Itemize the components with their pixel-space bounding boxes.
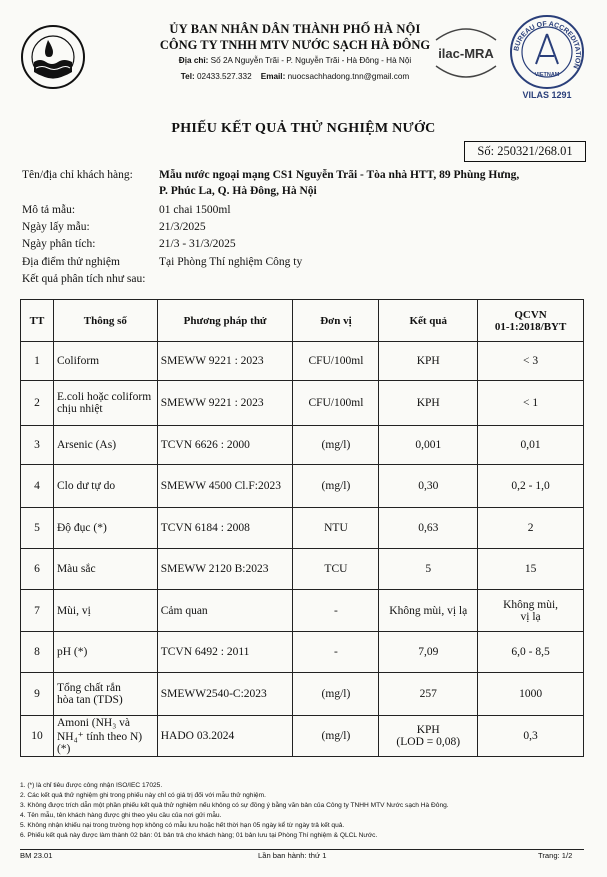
cell-result [379,632,478,673]
svg-text:VIETNAM: VIETNAM [534,72,560,78]
cell-method [157,342,293,381]
cell-tt [21,381,54,426]
cell-tt-text: 3 [34,439,40,451]
cell-tt-text: 6 [34,563,40,575]
desc-value: 01 chai 1500ml [159,204,231,216]
cell-result [379,549,478,590]
cell-qcvn [478,465,584,508]
cell-unit-text: (mg/l) [321,730,351,742]
svg-text:ilac-MRA: ilac-MRA [438,46,494,61]
cell-param-text: Mùi, vị [56,604,91,617]
table-row [21,381,584,426]
cell-method [157,549,293,590]
cell-qcvn-text: 0,2 - 1,0 [511,480,550,492]
cell-tt [21,632,54,673]
cell-tt [21,673,54,716]
cell-param [53,342,157,381]
cell-param-text: chịu nhiệt [56,403,103,415]
cell-param-text: Clo dư tự do [56,480,116,492]
cell-method-text: SMEWW 4500 Cl.F:2023 [160,480,281,492]
cell-param-text: Arsenic (As) [56,439,117,451]
cell-tt-text: 8 [34,646,40,658]
customer-label: Tên/địa chỉ khách hàng: [22,169,133,181]
cell-tt [21,590,54,632]
cell-tt-text: 4 [34,480,40,492]
company-logo-icon [20,24,86,90]
results-label: Kết quả phân tích như sau: [22,273,146,285]
svg-text:BUREAU OF ACCREDITATION: BUREAU OF ACCREDITATION [513,20,582,70]
cell-result [379,342,478,381]
cell-method [157,465,293,508]
cell-unit-text: (mg/l) [321,439,351,451]
cell-unit-text: - [334,646,338,658]
cell-unit [293,508,379,549]
analysis-date-label: Ngày phân tích: [22,238,96,250]
footer-divider [20,849,584,850]
cell-param-text: Màu sắc [56,563,96,575]
cell-method-text: TCVN 6626 : 2000 [160,439,250,451]
qcvn-header-line2: 01-1:2018/BYT [494,320,567,333]
cell-tt-text: 2 [34,397,40,409]
col-header-result: Kết quả [379,300,478,342]
col-header-param: Thông số [53,300,157,342]
cell-unit [293,426,379,465]
cell-method [157,381,293,426]
location-label: Địa điểm thử nghiệm [22,256,120,268]
table-row [21,632,584,673]
company-contact [150,72,440,81]
cell-param-text: NH₄⁺ tính theo N) (*) [56,731,143,755]
cell-method [157,590,293,632]
cell-param [53,508,157,549]
cell-qcvn-text: vị lạ [520,610,541,623]
desc-label: Mô tả mẫu: [22,204,76,216]
cell-tt-text: 9 [34,688,40,700]
cell-tt-text: 1 [34,355,40,367]
cell-method-text: SMEWW2540-C:2023 [160,688,267,700]
cell-param [53,673,157,716]
table-row [21,508,584,549]
vilas-code: VILAS 1291 [522,90,572,100]
cell-qcvn [478,673,584,716]
cell-unit-text: TCU [324,563,348,575]
cell-unit [293,342,379,381]
cell-qcvn-text: Không mùi, [503,598,559,611]
authority-name: ỦY BAN NHÂN DÂN THÀNH PHỐ HÀ NỘI [169,22,421,36]
cell-tt [21,508,54,549]
cell-method [157,716,293,757]
cell-unit [293,381,379,426]
sample-date-value: 21/3/2025 [159,221,206,233]
col-header-qcvn [478,300,584,342]
cell-param-text: Coliform [56,355,100,367]
cell-tt-text: 5 [34,522,40,534]
cell-tt-text: 10 [31,730,43,742]
cell-qcvn-text: < 1 [523,397,539,409]
letterhead [150,22,440,81]
cell-method-text: TCVN 6184 : 2008 [160,522,250,534]
cell-tt [21,549,54,590]
results-table [20,299,584,757]
cell-method-text: HADO 03.2024 [160,730,235,742]
ilac-mra-logo-icon [430,22,502,84]
cell-param [53,426,157,465]
cell-param [53,716,157,757]
cell-qcvn-text: 1000 [519,688,543,700]
cell-unit [293,590,379,632]
cell-result [379,590,478,632]
cell-unit [293,549,379,590]
cell-method [157,632,293,673]
table-row [21,549,584,590]
footnote: 4. Tên mẫu, tên khách hàng được ghi theo yêu cầu của nơi gửi mẫu. [20,812,222,820]
cell-result [379,465,478,508]
edition: Lần ban hành: thứ 1 [258,851,327,860]
cell-param [53,549,157,590]
cell-result-text: 0,63 [418,522,439,534]
table-row [21,590,584,632]
cell-qcvn-text: 0,3 [523,730,538,742]
cell-qcvn [478,508,584,549]
cell-param [53,590,157,632]
cell-result-text: 257 [419,688,437,700]
cell-tt [21,342,54,381]
cell-result [379,673,478,716]
cell-qcvn [478,590,584,632]
cell-param-text: pH (*) [56,646,88,658]
company-name: CÔNG TY TNHH MTV NƯỚC SẠCH HÀ ĐÔNG [159,38,431,52]
company-address [150,56,440,65]
sample-date-label: Ngày lấy mẫu: [22,221,90,233]
tel-value: 02433.527.332 [196,72,252,81]
address-value: Số 2A Nguyễn Trãi - P. Nguyễn Trãi - Hà Đông - Hà Nội [210,56,412,65]
cell-result [379,716,478,757]
form-code: BM 23.01 [20,851,53,860]
table-row [21,342,584,381]
cell-qcvn [478,632,584,673]
cell-qcvn-text: 0,01 [520,439,541,451]
cell-qcvn [478,716,584,757]
cell-method-text: TCVN 6492 : 2011 [160,646,250,658]
cell-result-text: 5 [425,563,432,575]
footnote: 1. (*) là chỉ tiêu được công nhận ISO/IEC 17025. [20,782,163,789]
cell-unit-text: (mg/l) [321,688,351,700]
cell-tt [21,426,54,465]
report-number: Số: 250321/268.01 [464,141,586,162]
footnote: 5. Không nhận khiếu nại trong trường hợp không có mẫu lưu hoặc hết thời hạn 05 ngày kể từ ngày trả kết quả. [20,822,345,830]
customer-line2: P. Phúc La, Q. Hà Đông, Hà Nội [159,185,317,197]
customer-line1: Mẫu nước ngoại mạng CS1 Nguyễn Trãi - Tòa nhà HTT, 89 Phùng Hưng, [159,169,520,181]
cell-tt [21,716,54,757]
cell-method [157,673,293,716]
cell-qcvn [478,381,584,426]
cell-unit-text: (mg/l) [321,480,351,492]
cell-method [157,508,293,549]
cell-unit [293,716,379,757]
cell-method-text: SMEWW 9221 : 2023 [160,355,264,367]
table-row [21,465,584,508]
cell-qcvn-text: 6,0 - 8,5 [511,646,550,658]
cell-tt [21,465,54,508]
cell-result [379,381,478,426]
cell-method [157,426,293,465]
footnote: 3. Không được trích dẫn một phần phiếu kết quả thử nghiệm nếu không có sự đồng ý bằng văn bản của Công ty TNHH MTV Nước sạch Hà Đông. [20,802,449,810]
table-row [21,426,584,465]
cell-param-text: Độ đục (*) [56,522,107,534]
cell-param-text: Tổng chất rắn [56,682,121,694]
cell-result-text: 7,09 [418,646,439,658]
cell-unit [293,673,379,716]
cell-result-text: Không mùi, vị lạ [389,604,468,617]
cell-param [53,632,157,673]
table-row [21,716,584,757]
footnote: 2. Các kết quả thử nghiệm ghi trong phiếu này chỉ có giá trị đối với mẫu thử nghiệm. [20,792,266,800]
cell-param-text: Amoni (NH₃ và [56,717,130,729]
cell-param-text: hòa tan (TDS) [56,694,123,706]
cell-result-text: 0,001 [415,439,442,451]
page-number: Trang: 1/2 [538,851,573,860]
cell-method-text: SMEWW 9221 : 2023 [160,397,264,409]
cell-method-text: Cảm quan [160,604,208,617]
cell-result [379,426,478,465]
table-row [21,673,584,716]
cell-result-text: KPH [416,724,440,736]
location-value: Tại Phòng Thí nghiệm Công ty [159,256,303,268]
email-label: Email: [260,72,286,81]
cell-unit-text: CFU/100ml [308,397,364,409]
cell-unit-text: NTU [324,522,348,534]
cell-qcvn-text: 15 [524,563,537,575]
cell-unit [293,632,379,673]
cell-unit-text: CFU/100ml [308,355,364,367]
cell-param-text: E.coli hoặc coliform [56,391,152,403]
footnote: 6. Phiếu kết quả này được làm thành 02 bản: 01 bản trả cho khách hàng; 01 bản lưu tại Phòng Thí nghiệm & QLCL Nước. [20,832,378,840]
cell-result-text: (LOD = 0,08) [396,736,461,748]
footnotes [20,781,449,842]
table-header-row [21,300,584,342]
address-label: Địa chỉ: [178,56,209,65]
cell-unit-text: - [334,604,338,617]
cell-result-text: KPH [416,397,440,409]
cell-result [379,508,478,549]
cell-result-text: 0,30 [418,480,439,492]
tel-label: Tel: [180,72,195,81]
col-header-unit: Đơn vị [293,300,379,342]
email-value: nuocsachhadong.tnn@gmail.com [287,72,410,81]
cell-result-text: KPH [416,355,440,367]
analysis-date-value: 21/3 - 31/3/2025 [159,238,236,250]
document-title: PHIẾU KẾT QUẢ THỬ NGHIỆM NƯỚC [171,121,436,136]
cell-qcvn-text: 2 [527,522,534,534]
cell-tt-text: 7 [34,604,40,617]
cell-qcvn [478,426,584,465]
cell-qcvn-text: < 3 [523,355,539,367]
cell-param [53,381,157,426]
qcvn-header-line1: QCVN [514,308,547,321]
cell-qcvn [478,549,584,590]
col-header-method: Phương pháp thử [157,300,293,342]
cell-qcvn [478,342,584,381]
cell-unit [293,465,379,508]
cell-method-text: SMEWW 2120 B:2023 [160,563,269,575]
bureau-of-accreditation-seal-icon [506,14,588,100]
cell-param [53,465,157,508]
col-header-tt: TT [21,300,54,342]
